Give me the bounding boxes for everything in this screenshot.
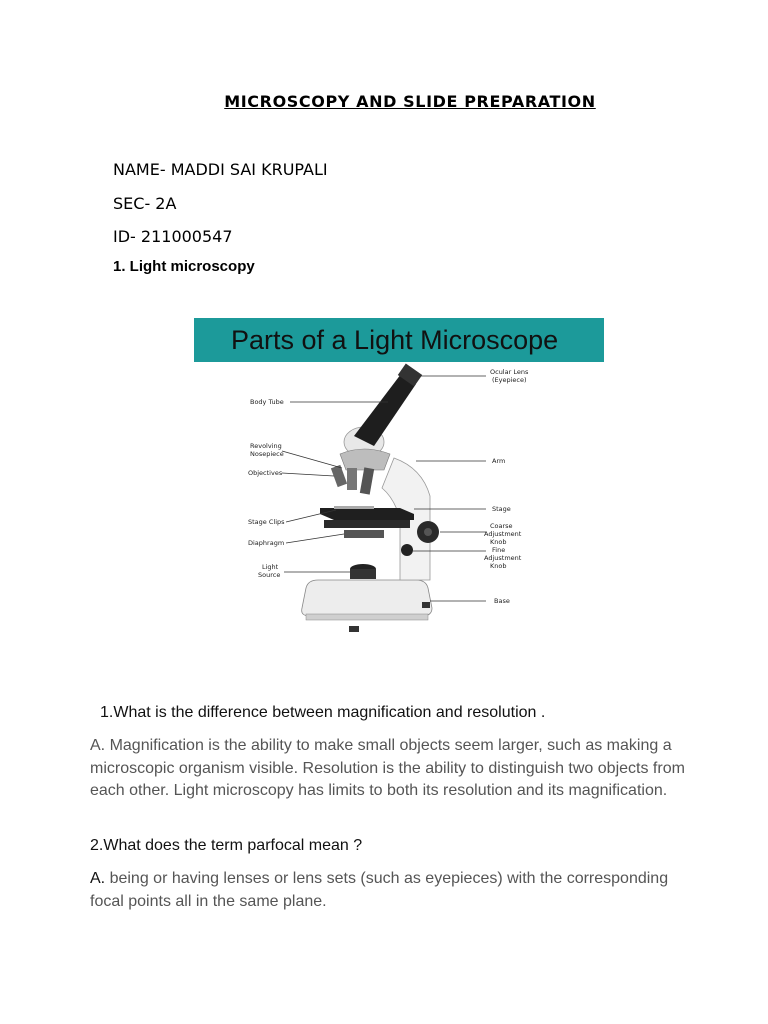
answer-2-text: being or having lenses or lens sets (such as eyepieces) with the corresponding focal points all in the same plane. bbox=[90, 870, 669, 910]
question-1: 1.What is the difference between magnification and resolution . bbox=[100, 704, 546, 721]
label-coarse-adjustment: Adjustment bbox=[484, 530, 522, 538]
label-diaphragm: Diaphragm bbox=[248, 539, 285, 547]
label-stage: Stage bbox=[492, 505, 511, 513]
label-fine: Fine bbox=[492, 546, 506, 554]
label-light-source: Source bbox=[258, 571, 281, 579]
microscope-illustration bbox=[194, 318, 604, 648]
label-nosepiece: Nosepiece bbox=[250, 450, 284, 458]
label-ocular-lens-sub: (Eyepiece) bbox=[492, 376, 527, 384]
section-heading: 1. Light microscopy bbox=[113, 258, 255, 275]
document-title: MICROSCOPY AND SLIDE PREPARATION bbox=[224, 92, 596, 111]
answer-2 bbox=[90, 868, 690, 913]
label-coarse: Coarse bbox=[490, 522, 513, 530]
label-stage-clips: Stage Clips bbox=[248, 518, 285, 526]
student-section: SEC- 2A bbox=[113, 194, 177, 213]
question-2: 2.What does the term parfocal mean ? bbox=[90, 837, 363, 854]
label-arm: Arm bbox=[492, 457, 506, 465]
label-revolving: Revolving bbox=[250, 442, 282, 450]
label-objectives: Objectives bbox=[248, 469, 283, 477]
microscope-figure bbox=[194, 318, 604, 648]
label-light: Light bbox=[262, 563, 279, 571]
label-fine-knob: Knob bbox=[490, 562, 507, 570]
label-coarse-knob: Knob bbox=[490, 538, 507, 546]
student-id: ID- 211000547 bbox=[113, 227, 233, 246]
label-base: Base bbox=[494, 597, 510, 605]
label-fine-adjustment: Adjustment bbox=[484, 554, 522, 562]
answer-1: A. Magnification is the ability to make small objects seem larger, such as making a microscopic organism visible. Resolution is the ability to distinguish two objects from each other. Light microscopy has limits to both its resolution and its magnification. bbox=[90, 737, 685, 799]
figure-banner: Parts of a Light Microscope bbox=[194, 318, 604, 362]
student-name: NAME- MADDI SAI KRUPALI bbox=[113, 160, 328, 179]
label-ocular-lens: Ocular Lens bbox=[490, 368, 529, 376]
label-body-tube: Body Tube bbox=[250, 398, 284, 406]
answer-2-prefix: A. bbox=[90, 870, 106, 887]
